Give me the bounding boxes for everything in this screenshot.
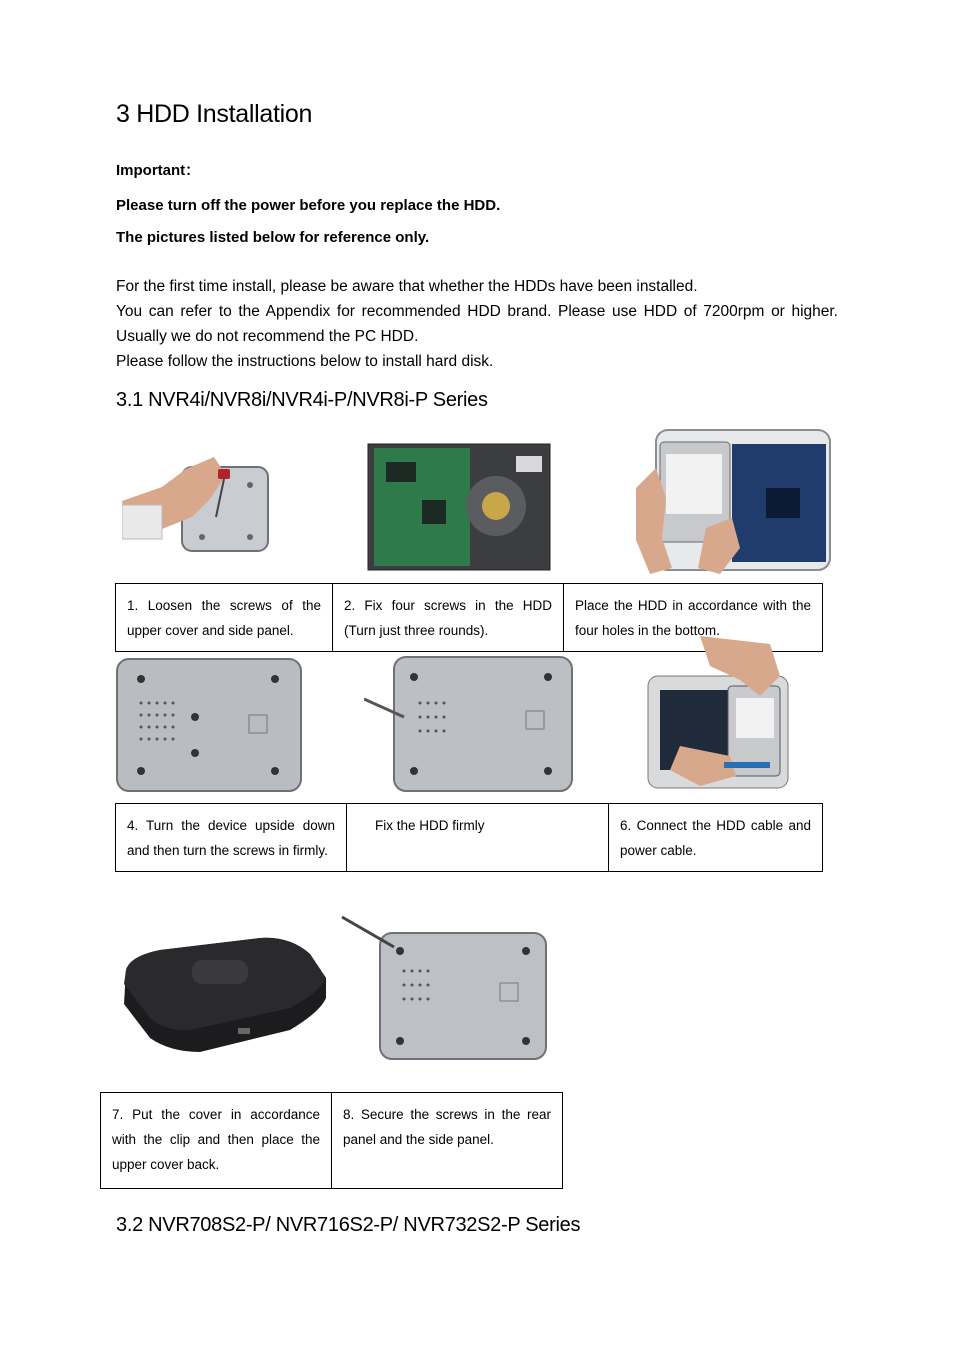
photo-hdd-screws xyxy=(366,442,552,572)
section-heading-3-2: 3.2 NVR708S2-P/ NVR716S2-P/ NVR732S2-P Series xyxy=(116,1214,581,1236)
step-1-caption: 1. Loosen the screws of the upper cover and side panel. xyxy=(116,584,333,652)
photo-device-upside-down xyxy=(115,657,303,793)
step-7-caption: 7. Put the cover in accordance with the clip and then place the upper cover back. xyxy=(101,1093,332,1189)
intro-paragraph-3: Please follow the instructions below to install hard disk. xyxy=(116,353,494,370)
step-5-caption: Fix the HDD firmly xyxy=(347,804,609,872)
step-8-caption: 8. Secure the screws in the rear panel and the side panel. xyxy=(332,1093,563,1189)
intro-paragraph-1: For the first time install, please be aware that whether the HDDs have been installed. xyxy=(116,278,698,295)
photo-fix-hdd xyxy=(364,655,576,795)
important-label: Important： xyxy=(116,162,201,179)
step-table-3 xyxy=(100,1092,563,1189)
important-line-1: Please turn off the power before you replace the HDD. xyxy=(116,197,501,214)
photo-place-hdd xyxy=(636,428,832,576)
photo-secure-screws xyxy=(340,915,552,1063)
intro-paragraph-2: You can refer to the Appendix for recommended HDD brand. Please use HDD of 7200rpm or higher. Usually we do not recommend the PC HDD. xyxy=(116,303,838,345)
step-3-caption: Place the HDD in accordance with the four holes in the bottom. xyxy=(564,584,823,652)
step-4-caption: 4. Turn the device upside down and then turn the screws in firmly. xyxy=(116,804,347,872)
step-table-2 xyxy=(115,803,823,872)
section-heading-3-1: 3.1 NVR4i/NVR8i/NVR4i-P/NVR8i-P Series xyxy=(116,389,488,411)
photo-loosen-screws xyxy=(122,445,272,557)
page-title: 3 HDD Installation xyxy=(116,100,313,128)
step-2-caption: 2. Fix four screws in the HDD (Turn just three rounds). xyxy=(333,584,564,652)
important-line-2: The pictures listed below for reference only. xyxy=(116,229,430,246)
photo-connect-cable xyxy=(640,636,790,796)
photo-closed-device xyxy=(120,934,328,1054)
intro-text xyxy=(116,274,838,374)
step-6-caption: 6. Connect the HDD cable and power cable. xyxy=(609,804,823,872)
